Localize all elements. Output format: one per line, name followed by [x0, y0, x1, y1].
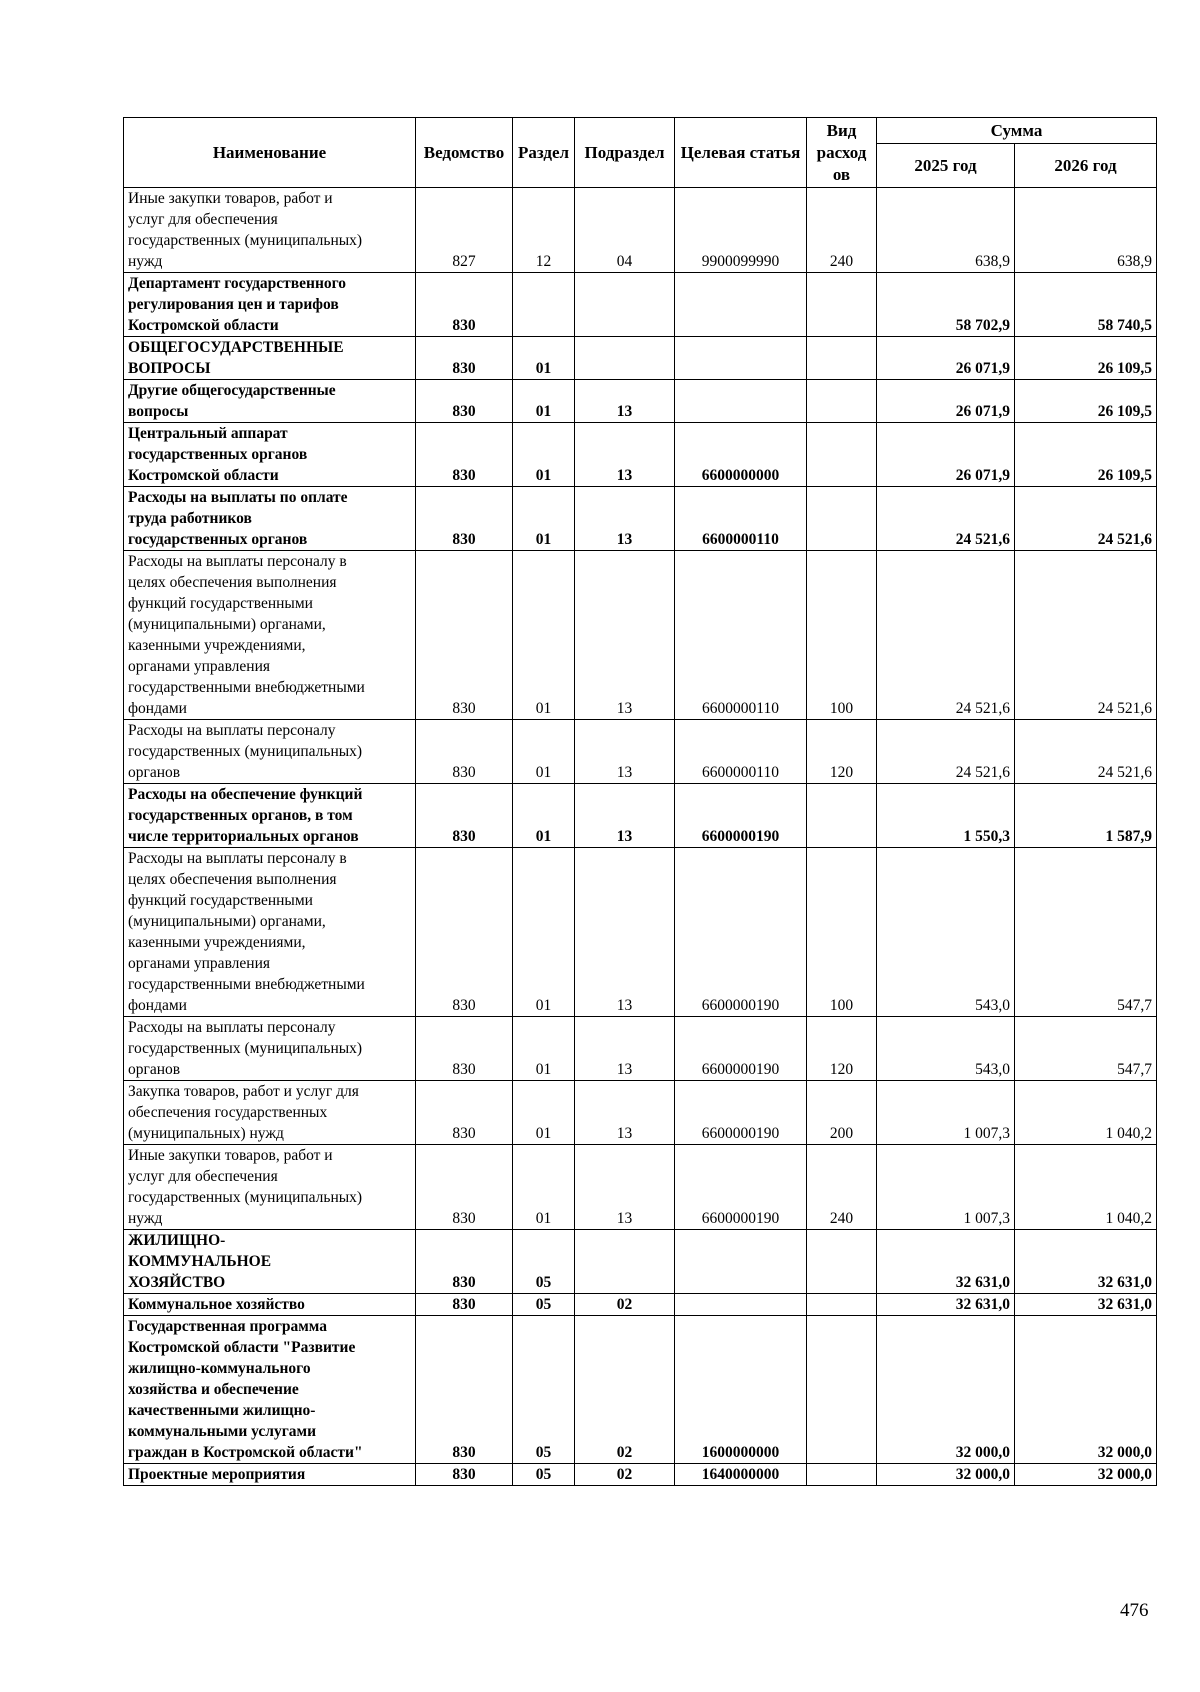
row-razdel: 01: [513, 1081, 575, 1145]
table-row: [124, 487, 1157, 551]
row-razdel: [513, 273, 575, 337]
row-celevaya-statya: 6600000190: [675, 784, 807, 848]
row-razdel: 01: [513, 380, 575, 423]
row-sum-2026: 26 109,5: [1015, 337, 1157, 380]
row-name: ОБЩЕГОСУДАРСТВЕННЫЕ ВОПРОСЫ: [124, 337, 416, 380]
table-row: [124, 720, 1157, 784]
row-sum-2026: 26 109,5: [1015, 423, 1157, 487]
table-row: [124, 1145, 1157, 1230]
row-podrazdel: 02: [575, 1316, 675, 1464]
row-sum-2026: 1 040,2: [1015, 1145, 1157, 1230]
row-celevaya-statya: 6600000000: [675, 423, 807, 487]
header-razdel: Раздел: [513, 118, 575, 188]
row-celevaya-statya: [675, 337, 807, 380]
header-celevaya-statya: Целевая статья: [675, 118, 807, 188]
row-name: Проектные мероприятия: [124, 1464, 416, 1486]
row-celevaya-statya: [675, 273, 807, 337]
row-name: Закупка товаров, работ и услуг для обеспечения государственных (муниципальных) нужд: [124, 1081, 416, 1145]
row-vid-raskhodov: [807, 487, 877, 551]
row-celevaya-statya: 6600000110: [675, 720, 807, 784]
row-razdel: 01: [513, 1017, 575, 1081]
header-year-2025: 2025 год: [877, 144, 1015, 188]
row-name: Департамент государственного регулирования цен и тарифов Костромской области: [124, 273, 416, 337]
row-celevaya-statya: [675, 1294, 807, 1316]
row-celevaya-statya: 6600000190: [675, 1145, 807, 1230]
row-vedomstvo: 830: [416, 1464, 513, 1486]
row-name: Расходы на выплаты по оплате труда работников государственных органов: [124, 487, 416, 551]
header-year-2026: 2026 год: [1015, 144, 1157, 188]
table-row: [124, 848, 1157, 1017]
table-row: [124, 380, 1157, 423]
table-row: [124, 337, 1157, 380]
row-vedomstvo: 830: [416, 487, 513, 551]
table-body: [124, 188, 1157, 1486]
row-name: Расходы на обеспечение функций государственных органов, в том числе территориальных органов: [124, 784, 416, 848]
row-sum-2026: 26 109,5: [1015, 380, 1157, 423]
table-row: [124, 188, 1157, 273]
row-razdel: 01: [513, 551, 575, 720]
row-podrazdel: 13: [575, 487, 675, 551]
row-vid-raskhodov: [807, 380, 877, 423]
row-vedomstvo: 830: [416, 1294, 513, 1316]
row-sum-2025: 1 007,3: [877, 1081, 1015, 1145]
table-row: [124, 273, 1157, 337]
header-vid-raskhodov: Вид расход ов: [807, 118, 877, 188]
row-sum-2025: 24 521,6: [877, 487, 1015, 551]
row-podrazdel: 13: [575, 380, 675, 423]
page-number: 476: [1120, 1600, 1149, 1621]
row-razdel: 01: [513, 720, 575, 784]
row-vedomstvo: 830: [416, 423, 513, 487]
table-row: [124, 1464, 1157, 1486]
header-summa: Сумма: [877, 118, 1157, 144]
row-sum-2026: 24 521,6: [1015, 720, 1157, 784]
table-row: [124, 551, 1157, 720]
row-razdel: 05: [513, 1230, 575, 1294]
table-row: [124, 1230, 1157, 1294]
row-celevaya-statya: [675, 1230, 807, 1294]
row-vid-raskhodov: 120: [807, 720, 877, 784]
row-podrazdel: 13: [575, 1017, 675, 1081]
row-vid-raskhodov: [807, 1316, 877, 1464]
row-vedomstvo: 830: [416, 784, 513, 848]
row-vedomstvo: 830: [416, 551, 513, 720]
row-name: Государственная программа Костромской области "Развитие жилищно-коммунального хозяйства и обеспечение качественными жилищно- коммунальными услугами граждан в Костромской области": [124, 1316, 416, 1464]
row-name: Коммунальное хозяйство: [124, 1294, 416, 1316]
header-name: Наименование: [124, 118, 416, 188]
row-sum-2025: 26 071,9: [877, 423, 1015, 487]
row-vid-raskhodov: [807, 423, 877, 487]
row-sum-2025: 24 521,6: [877, 720, 1015, 784]
row-razdel: 12: [513, 188, 575, 273]
row-vid-raskhodov: [807, 1294, 877, 1316]
row-razdel: 05: [513, 1316, 575, 1464]
row-razdel: 05: [513, 1294, 575, 1316]
table-row: [124, 1294, 1157, 1316]
row-name: Иные закупки товаров, работ и услуг для обеспечения государственных (муниципальных) нужд: [124, 1145, 416, 1230]
row-celevaya-statya: 1640000000: [675, 1464, 807, 1486]
row-podrazdel: 02: [575, 1294, 675, 1316]
row-sum-2025: 1 550,3: [877, 784, 1015, 848]
row-name: Расходы на выплаты персоналу в целях обеспечения выполнения функций государственными (муниципальными) органами, казенными учреждениями, органами управления государственными внебюджетными фондами: [124, 848, 416, 1017]
row-name: Другие общегосударственные вопросы: [124, 380, 416, 423]
row-sum-2026: 24 521,6: [1015, 551, 1157, 720]
row-celevaya-statya: 6600000110: [675, 487, 807, 551]
row-celevaya-statya: 6600000110: [675, 551, 807, 720]
row-razdel: 01: [513, 848, 575, 1017]
row-name: Расходы на выплаты персоналу государственных (муниципальных) органов: [124, 720, 416, 784]
row-celevaya-statya: 6600000190: [675, 1081, 807, 1145]
row-vedomstvo: 830: [416, 1316, 513, 1464]
table-row: [124, 1316, 1157, 1464]
row-vedomstvo: 830: [416, 1081, 513, 1145]
table-row: [124, 1017, 1157, 1081]
row-name: ЖИЛИЩНО- КОММУНАЛЬНОЕ ХОЗЯЙСТВО: [124, 1230, 416, 1294]
row-vedomstvo: 830: [416, 720, 513, 784]
row-celevaya-statya: 1600000000: [675, 1316, 807, 1464]
row-podrazdel: 13: [575, 720, 675, 784]
row-vedomstvo: 830: [416, 1230, 513, 1294]
row-celevaya-statya: 6600000190: [675, 1017, 807, 1081]
row-vedomstvo: 830: [416, 848, 513, 1017]
row-vedomstvo: 830: [416, 1145, 513, 1230]
row-celevaya-statya: 6600000190: [675, 848, 807, 1017]
row-sum-2025: 543,0: [877, 848, 1015, 1017]
row-sum-2025: 32 631,0: [877, 1230, 1015, 1294]
row-sum-2025: 543,0: [877, 1017, 1015, 1081]
row-sum-2026: 32 000,0: [1015, 1464, 1157, 1486]
row-razdel: 01: [513, 487, 575, 551]
row-razdel: 01: [513, 784, 575, 848]
row-podrazdel: 13: [575, 423, 675, 487]
row-razdel: 01: [513, 337, 575, 380]
row-sum-2026: 547,7: [1015, 848, 1157, 1017]
row-razdel: 05: [513, 1464, 575, 1486]
row-vid-raskhodov: [807, 1230, 877, 1294]
row-sum-2025: 1 007,3: [877, 1145, 1015, 1230]
row-sum-2025: 638,9: [877, 188, 1015, 273]
row-podrazdel: 13: [575, 1081, 675, 1145]
row-vedomstvo: 827: [416, 188, 513, 273]
row-sum-2026: 1 040,2: [1015, 1081, 1157, 1145]
row-razdel: 01: [513, 1145, 575, 1230]
row-sum-2026: 547,7: [1015, 1017, 1157, 1081]
row-podrazdel: 13: [575, 848, 675, 1017]
row-sum-2026: 24 521,6: [1015, 487, 1157, 551]
row-podrazdel: 13: [575, 784, 675, 848]
budget-table: [123, 117, 1157, 1486]
row-vedomstvo: 830: [416, 380, 513, 423]
header-podrazdel: Подраздел: [575, 118, 675, 188]
row-razdel: 01: [513, 423, 575, 487]
row-sum-2025: 24 521,6: [877, 551, 1015, 720]
row-podrazdel: 02: [575, 1464, 675, 1486]
table-row: [124, 784, 1157, 848]
row-sum-2025: 26 071,9: [877, 337, 1015, 380]
row-vid-raskhodov: 120: [807, 1017, 877, 1081]
row-vid-raskhodov: [807, 1464, 877, 1486]
row-sum-2025: 32 000,0: [877, 1464, 1015, 1486]
row-sum-2026: 58 740,5: [1015, 273, 1157, 337]
row-vedomstvo: 830: [416, 1017, 513, 1081]
row-name: Расходы на выплаты персоналу в целях обеспечения выполнения функций государственными (муниципальными) органами, казенными учреждениями, органами управления государственными внебюджетными фондами: [124, 551, 416, 720]
row-vid-raskhodov: [807, 784, 877, 848]
row-vid-raskhodov: 100: [807, 551, 877, 720]
row-name: Иные закупки товаров, работ и услуг для обеспечения государственных (муниципальных) нужд: [124, 188, 416, 273]
row-podrazdel: 04: [575, 188, 675, 273]
row-vid-raskhodov: 200: [807, 1081, 877, 1145]
header-vedomstvo: Ведомство: [416, 118, 513, 188]
row-sum-2026: 638,9: [1015, 188, 1157, 273]
row-podrazdel: 13: [575, 551, 675, 720]
row-sum-2026: 1 587,9: [1015, 784, 1157, 848]
row-sum-2026: 32 631,0: [1015, 1230, 1157, 1294]
row-celevaya-statya: 9900099990: [675, 188, 807, 273]
row-vid-raskhodov: 240: [807, 188, 877, 273]
row-vedomstvo: 830: [416, 337, 513, 380]
row-vid-raskhodov: 240: [807, 1145, 877, 1230]
row-sum-2025: 58 702,9: [877, 273, 1015, 337]
row-name: Центральный аппарат государственных органов Костромской области: [124, 423, 416, 487]
row-vid-raskhodov: 100: [807, 848, 877, 1017]
row-podrazdel: [575, 337, 675, 380]
row-name: Расходы на выплаты персоналу государственных (муниципальных) органов: [124, 1017, 416, 1081]
row-vid-raskhodov: [807, 337, 877, 380]
row-vid-raskhodov: [807, 273, 877, 337]
row-sum-2025: 32 000,0: [877, 1316, 1015, 1464]
table-row: [124, 423, 1157, 487]
row-podrazdel: [575, 1230, 675, 1294]
row-podrazdel: 13: [575, 1145, 675, 1230]
row-sum-2026: 32 631,0: [1015, 1294, 1157, 1316]
row-sum-2026: 32 000,0: [1015, 1316, 1157, 1464]
row-sum-2025: 32 631,0: [877, 1294, 1015, 1316]
table-row: [124, 1081, 1157, 1145]
row-sum-2025: 26 071,9: [877, 380, 1015, 423]
row-podrazdel: [575, 273, 675, 337]
row-celevaya-statya: [675, 380, 807, 423]
row-vedomstvo: 830: [416, 273, 513, 337]
